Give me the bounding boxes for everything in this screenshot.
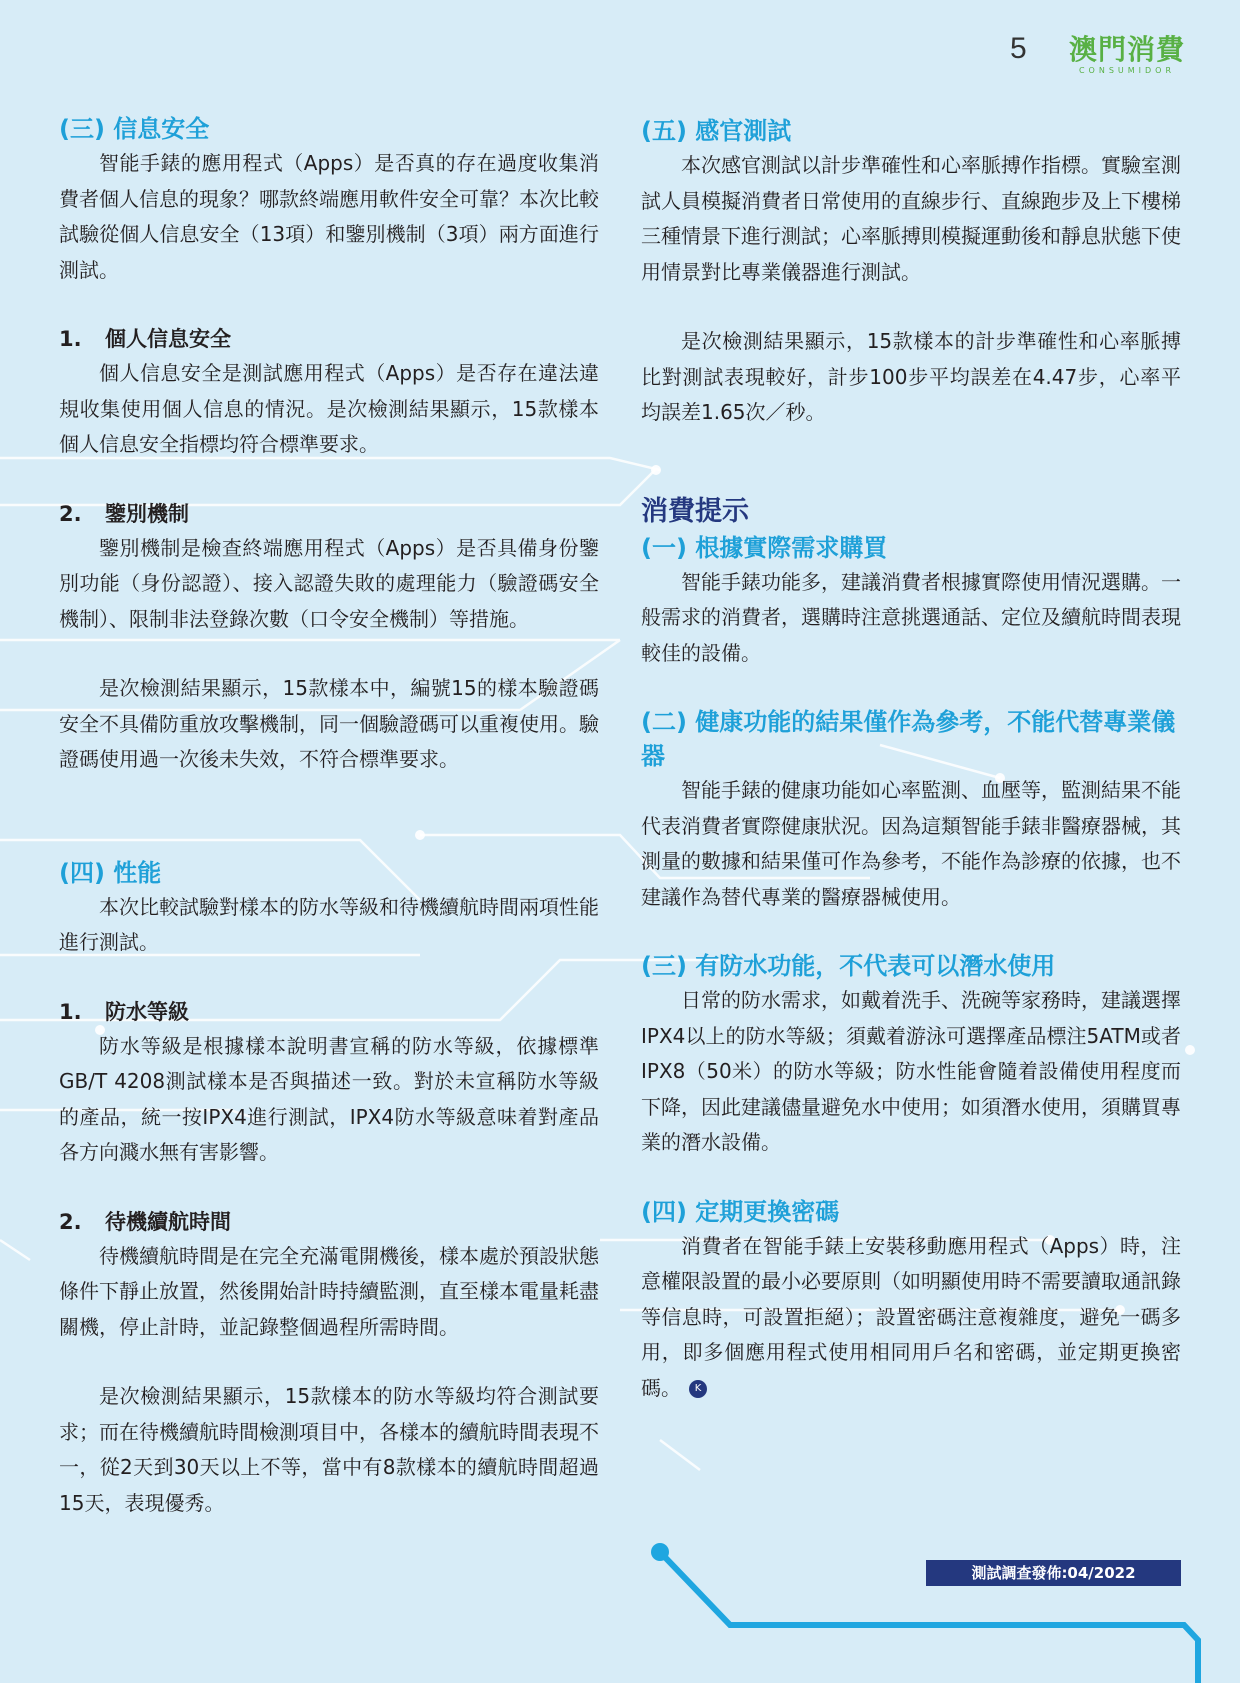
tip-heading-waterproof: (三) 有防水功能，不代表可以潛水使用 <box>641 952 1056 980</box>
consumer-tips-heading: 消費提示 <box>641 495 749 527</box>
tip-heading-health-reference: (二) 健康功能的結果僅作為參考，不能代替專業儀器 <box>641 708 1176 770</box>
spacer <box>59 1171 599 1205</box>
subheading-text: 待機續航時間 <box>105 1209 231 1234</box>
tip-heading-buy-per-need: (一) 根據實際需求購買 <box>641 533 888 562</box>
page-number: 5 <box>1010 32 1027 65</box>
spacer <box>59 1345 599 1379</box>
right-column <box>641 114 1181 1406</box>
end-mark-icon: K <box>689 1380 707 1398</box>
spacer <box>59 778 599 812</box>
paragraph: 是次檢測結果顯示，15款樣本中，編號15的樣本驗證碼安全不具備防重放攻擊機制，同一個驗證碼可以重複使用。驗證碼使用過一次後未失效，不符合標準要求。 <box>59 676 599 771</box>
subheading-number: 1. <box>59 999 82 1024</box>
left-column <box>59 112 599 1521</box>
spacer <box>641 290 1181 324</box>
spacer <box>641 1161 1181 1195</box>
logo-subtitle: CONSUMIDOR <box>1078 66 1176 75</box>
paragraph: 日常的防水需求，如戴着洗手、洗碗等家務時，建議選擇IPX4以上的防水等級；須戴着游泳可選擇產品標注5ATM或者IPX8（50米）的防水等級；防水性能會隨着設備使用程度而下降，因此建議儘量避免水中使用；如須潛水使用，須購買專業的潛水設備。 <box>641 988 1181 1154</box>
paragraph: 智能手錶的應用程式（Apps）是否真的存在過度收集消費者個人信息的現象？哪款終端應用軟件安全可靠？本次比較試驗從個人信息安全（13項）和鑒別機制（3項）兩方面進行測試。 <box>59 151 599 282</box>
paragraph: 待機續航時間是在完全充滿電開機後，樣本處於預設狀態條件下靜止放置，然後開始計時持續監測，直至樣本電量耗盡關機，停止計時，並記錄整個過程所需時間。 <box>59 1243 599 1339</box>
section-heading-info-security: (三) 信息安全 <box>59 115 210 143</box>
subheading-waterproof <box>59 995 599 1029</box>
spacer <box>59 812 599 856</box>
paragraph: 是次檢測結果顯示，15款樣本的防水等級均符合測試要求；而在待機續航時間檢測項目中，各樣本的續航時間表現不一，從2天到30天以上不等，當中有8款樣本的續航時間超過15天，表現優秀。 <box>59 1384 599 1515</box>
release-date-badge: 測試調查發佈:04/2022 <box>926 1560 1181 1586</box>
paragraph: 智能手錶的健康功能如心率監測、血壓等，監測結果不能代表消費者實際健康狀況。因為這類智能手錶非醫療器械，其測量的數據和結果僅可作為參考，不能作為診療的依據，也不建議作為替代專業的醫療器械使用。 <box>641 778 1181 909</box>
subheading-authentication <box>59 497 599 531</box>
tip-heading-change-password: (四) 定期更換密碼 <box>641 1197 840 1226</box>
paragraph <box>641 1229 1181 1407</box>
subheading-text: 鑒別機制 <box>105 501 189 526</box>
paragraph: 防水等級是根據樣本說明書宣稱的防水等級，依據標準GB/T 4208測試樣本是否與描述一致。對於未宣稱防水等級的產品，統一按IPX4進行測試，IPX4防水等級意味着對產品各方向濺水無有害影響。 <box>59 1033 599 1164</box>
paragraph: 個人信息安全是測試應用程式（Apps）是否存在違法違規收集使用個人信息的情況。是次檢測結果顯示，15款樣本個人信息安全指標均符合標準要求。 <box>59 361 599 456</box>
section-heading-performance: (四) 性能 <box>59 858 162 887</box>
section-heading-sensory-test: (五) 感官測試 <box>641 117 792 145</box>
paragraph: 鑒別機制是檢查終端應用程式（Apps）是否具備身份鑒別功能（身份認證）、接入認證失敗的處理能力（驗證碼安全機制）、限制非法登錄次數（口令安全機制）等措施。 <box>59 535 599 631</box>
subheading-text: 防水等級 <box>105 999 189 1024</box>
subheading-number: 2. <box>59 1209 82 1234</box>
spacer <box>59 637 599 671</box>
subheading-standby-time <box>59 1205 599 1239</box>
paragraph: 本次感官測試以計步準確性和心率脈搏作指標。實驗室測試人員模擬消費者日常使用的直線步行、直線跑步及上下樓梯三種情景下進行測試；心率脈搏則模擬運動後和靜息狀態下使用情景對比專業儀器進行測試。 <box>641 153 1181 284</box>
spacer <box>641 671 1181 705</box>
spacer <box>59 463 599 497</box>
publisher-logo <box>1068 34 1186 76</box>
spacer <box>59 961 599 995</box>
subheading-personal-info-security <box>59 322 599 356</box>
spacer <box>59 288 599 322</box>
spacer <box>641 431 1181 493</box>
paragraph-text: 消費者在智能手錶上安裝移動應用程式（Apps）時，注意權限設置的最小必要原則（如明顯使用時不需要讀取通訊錄等信息時，可設置拒絕）；設置密碼注意複雜度，避免一碼多用，即多個應用程式使用相同用戶名和密碼，並定期更換密碼。 <box>641 1233 1181 1400</box>
paragraph: 是次檢測結果顯示，15款樣本的計步準確性和心率脈搏比對測試表現較好，計步100步平均誤差在4.47步，心率平均誤差1.65次／秒。 <box>641 329 1181 424</box>
subheading-number: 1. <box>59 327 82 351</box>
subheading-text: 個人信息安全 <box>105 327 231 351</box>
paragraph: 智能手錶功能多，建議消費者根據實際使用情況選購。一般需求的消費者，選購時注意挑選通話、定位及續航時間表現較佳的設備。 <box>641 569 1181 665</box>
logo-title: 澳門消費 <box>1068 33 1185 66</box>
paragraph: 本次比較試驗對樣本的防水等級和待機續航時間兩項性能進行測試。 <box>59 894 599 954</box>
spacer <box>641 915 1181 949</box>
subheading-number: 2. <box>59 501 82 526</box>
